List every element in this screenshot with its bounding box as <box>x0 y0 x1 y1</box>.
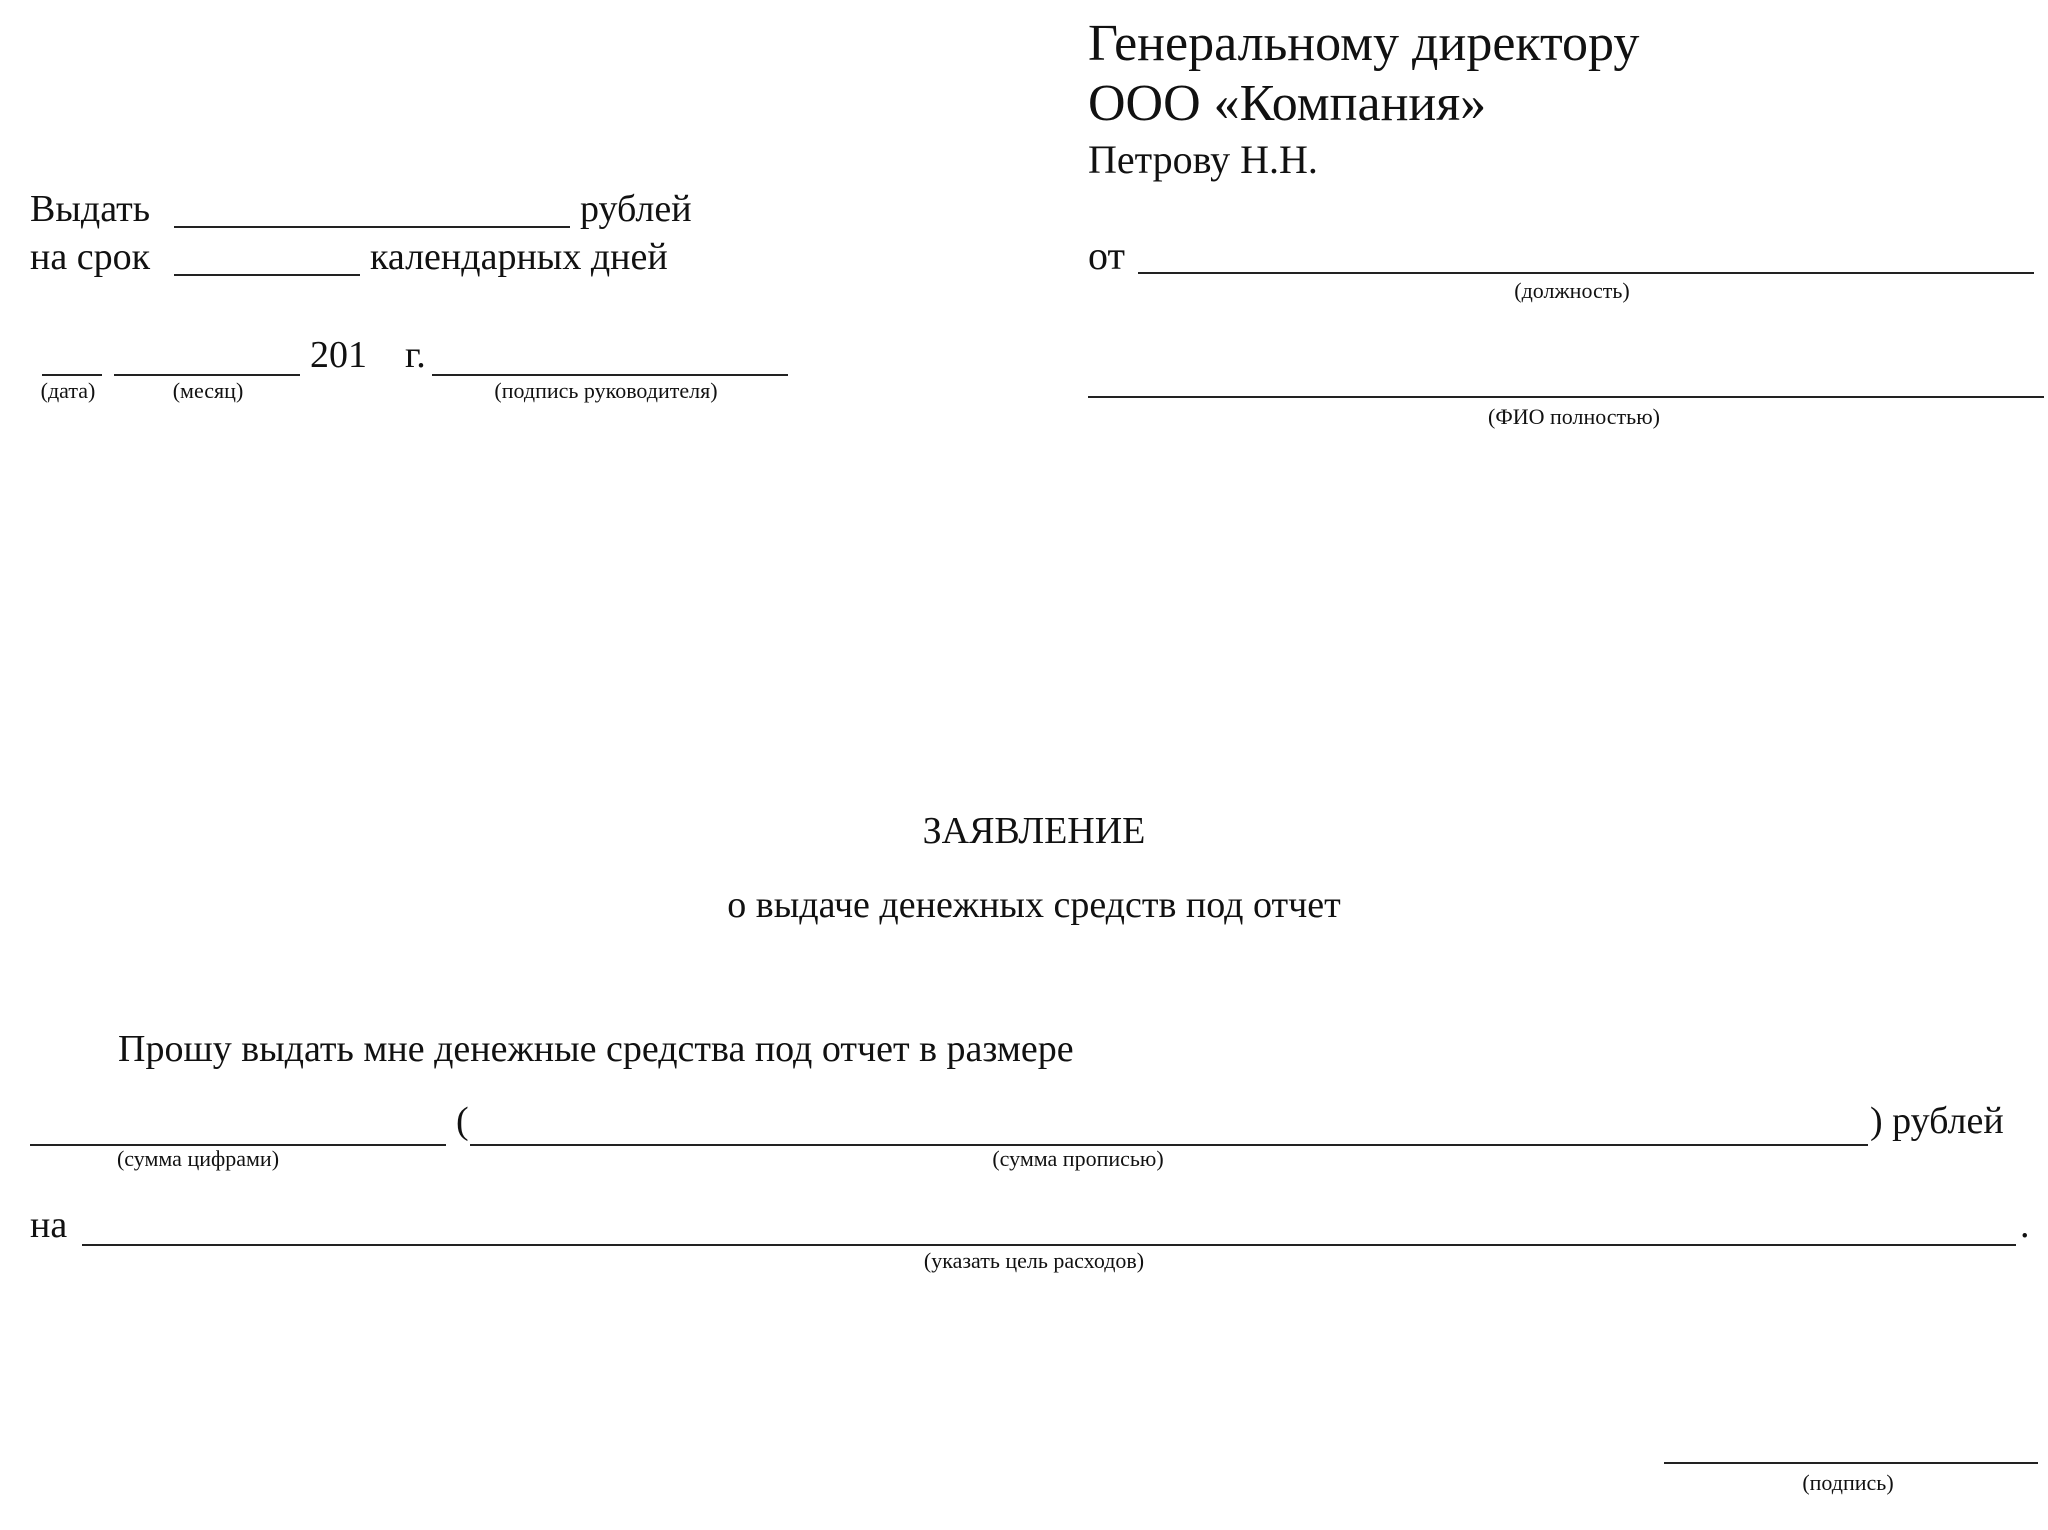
fullname-caption: (ФИО полностью) <box>1488 404 1660 429</box>
open-paren: ( <box>456 1100 469 1142</box>
position-caption: (должность) <box>1514 278 1630 303</box>
amount-words-caption: (сумма прописью) <box>992 1146 1164 1171</box>
request-text: Прошу выдать мне денежные средства под отчет в размере <box>118 1028 1074 1070</box>
from-label: от <box>1088 233 1125 278</box>
issue-label: Выдать <box>30 188 151 230</box>
addressee-company: ООО «Компания» <box>1088 75 1487 132</box>
month-field[interactable] <box>114 374 300 376</box>
applicant-signature-caption: (подпись) <box>1802 1470 1894 1495</box>
document-title: ЗАЯВЛЕНИЕ <box>922 810 1146 852</box>
close-paren-rubles: ) рублей <box>1870 1100 2004 1142</box>
date-caption: (дата) <box>40 378 96 403</box>
addressee-title: Генеральному директору <box>1088 15 1640 72</box>
purpose-field[interactable] <box>82 1244 2016 1246</box>
addressee-name: Петрову Н.Н. <box>1088 137 1318 182</box>
purpose-label: на <box>30 1204 68 1246</box>
days-label: календарных дней <box>370 236 668 278</box>
date-field[interactable] <box>42 374 102 376</box>
amount-digits-caption: (сумма цифрами) <box>116 1146 280 1171</box>
rubles-label: рублей <box>580 188 692 230</box>
purpose-caption: (указать цель расходов) <box>923 1248 1145 1273</box>
term-label: на срок <box>30 236 151 278</box>
month-caption: (месяц) <box>172 378 244 403</box>
applicant-signature-field[interactable] <box>1664 1462 2038 1464</box>
issue-amount-field[interactable] <box>174 226 570 228</box>
document-subtitle: о выдаче денежных средств под отчет <box>727 884 1341 926</box>
term-days-field[interactable] <box>174 274 360 276</box>
year-label: 201 <box>310 334 367 376</box>
manager-signature-caption: (подпись руководителя) <box>494 378 718 403</box>
amount-words-field[interactable] <box>470 1144 1868 1146</box>
manager-signature-field[interactable] <box>432 374 788 376</box>
year-suffix: г. <box>405 334 426 376</box>
purpose-period: . <box>2020 1204 2030 1246</box>
position-field[interactable] <box>1138 272 2034 274</box>
fullname-field[interactable] <box>1088 396 2044 398</box>
